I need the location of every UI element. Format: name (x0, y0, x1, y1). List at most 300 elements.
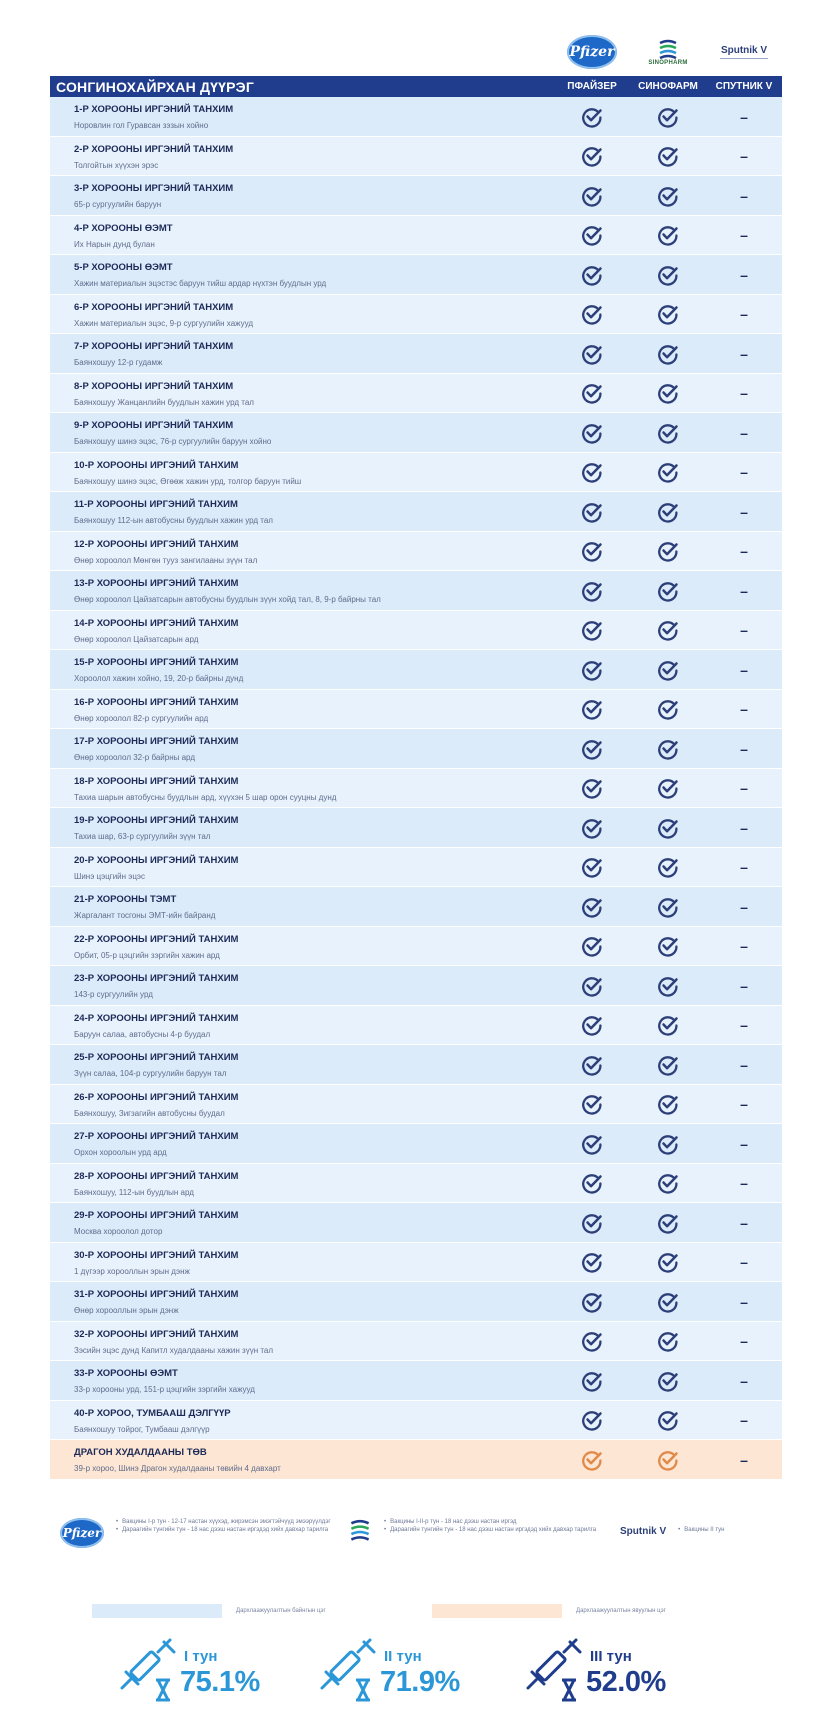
site-name: 22-Р ХОРООНЫ ИРГЭНИЙ ТАНХИМ (74, 933, 239, 945)
check-circle-icon (657, 422, 679, 444)
table-row (50, 97, 782, 137)
site-name: 24-Р ХОРООНЫ ИРГЭНИЙ ТАНХИМ (74, 1012, 239, 1024)
legend-note: • Вакцины I-р тун - 12-17 настан хүүхэд, жирэмсэн эмэгтэйчүүд эмээрүүлдэг (116, 1518, 331, 1526)
sputnik-availability (706, 1401, 782, 1440)
sinopharm-availability (630, 1361, 706, 1400)
dash-icon: – (740, 1372, 748, 1389)
check-circle-icon (657, 224, 679, 246)
sinopharm-availability (630, 1282, 706, 1321)
site-address: Тахиа шар, 63-р сургуулийн зүүн тал (74, 832, 211, 841)
sputnik-availability (706, 729, 782, 768)
check-circle-icon (657, 619, 679, 641)
check-circle-icon (657, 382, 679, 404)
site-name: 6-Р ХОРООНЫ ИРГЭНИЙ ТАНХИМ (74, 301, 234, 313)
dash-icon: – (740, 701, 748, 717)
dash-icon: – (740, 1333, 748, 1349)
table-row (50, 1124, 782, 1164)
dose-label: III тун (590, 1648, 632, 1665)
site-address: Орхон хороолын урд ард (74, 1148, 167, 1157)
table-row (50, 650, 782, 690)
check-circle-icon (581, 580, 603, 602)
site-name: 40-Р ХОРОО, ТУМБААШ ДЭЛГҮҮР (74, 1407, 231, 1419)
pfizer-availability (554, 97, 630, 136)
table-row (50, 1085, 782, 1125)
dash-icon: – (740, 345, 748, 362)
site-name: 17-Р ХОРООНЫ ИРГЭНИЙ ТАНХИМ (74, 736, 239, 747)
check-circle-icon (581, 1251, 603, 1273)
pfizer-availability (554, 255, 630, 294)
check-circle-icon (657, 1172, 679, 1194)
legend-note: • Вакцины I-II-р тун - 18 нас дээш настан иргэд (384, 1518, 596, 1526)
key-swatch-orange (432, 1604, 562, 1618)
dose-label: II тун (384, 1648, 422, 1665)
site-address: 65-р сургуулийн баруун (74, 200, 162, 209)
dose-percent: 52.0% (586, 1666, 666, 1698)
sinopharm-availability (630, 729, 706, 768)
key-mobile-site (432, 1603, 666, 1619)
legend-sputnik-logo: Sputnik V (620, 1526, 667, 1537)
table-row (50, 492, 782, 532)
dash-icon: – (740, 503, 748, 520)
pfizer-availability (554, 1361, 630, 1400)
key-swatch-blue (92, 1604, 222, 1618)
site-name: 8-Р ХОРООНЫ ИРГЭНИЙ ТАНХИМ (74, 380, 234, 392)
sputnik-availability (706, 1045, 782, 1084)
pfizer-availability (554, 729, 630, 768)
check-circle-icon (657, 1093, 679, 1115)
site-name: 10-Р ХОРООНЫ ИРГЭНИЙ ТАНХИМ (74, 459, 239, 471)
dash-icon: – (740, 859, 748, 875)
dash-icon: – (740, 977, 748, 994)
site-name: 18-Р ХОРООНЫ ИРГЭНИЙ ТАНХИМ (74, 775, 239, 787)
pfizer-availability (554, 1164, 630, 1203)
table-row (50, 176, 782, 216)
site-address: Жаргалант тосгоны ЭМТ-ийн байранд (74, 911, 216, 920)
sinopharm-logo (630, 30, 706, 74)
check-circle-icon (657, 1370, 679, 1392)
dash-icon: – (740, 266, 748, 283)
site-address: Өнөр хороолол 32-р байрны ард (74, 753, 195, 762)
sinopharm-availability (630, 611, 706, 650)
check-circle-icon (581, 422, 603, 444)
sinopharm-availability (630, 690, 706, 729)
sinopharm-availability (630, 650, 706, 689)
sputnik-availability (706, 887, 782, 926)
check-circle-icon (657, 1133, 679, 1155)
pfizer-availability (554, 492, 630, 531)
check-circle-icon (657, 185, 679, 207)
table-row (50, 1203, 782, 1243)
sinopharm-availability (630, 1203, 706, 1242)
dash-icon: – (740, 1451, 748, 1468)
table-row (50, 1282, 782, 1322)
dash-icon: – (740, 1175, 748, 1191)
sputnik-logo-underline (720, 58, 768, 59)
sputnik-availability (706, 650, 782, 689)
table-row (50, 927, 782, 967)
check-circle-icon (657, 145, 679, 167)
check-circle-icon (657, 343, 679, 365)
check-circle-icon (581, 1133, 603, 1155)
check-circle-icon (581, 1212, 603, 1234)
site-address: Хажин материалын эцэс, 9-р сургуулийн хажууд (74, 318, 253, 328)
brand-logos (554, 30, 782, 74)
pfizer-availability (554, 413, 630, 452)
dash-icon: – (740, 622, 748, 638)
sinopharm-availability (630, 176, 706, 215)
sputnik-availability (706, 97, 782, 136)
check-circle-icon (581, 698, 603, 720)
site-name: 23-Р ХОРООНЫ ИРГЭНИЙ ТАНХИМ (74, 973, 239, 984)
site-name: 16-Р ХОРООНЫ ИРГЭНИЙ ТАНХИМ (74, 696, 239, 708)
dash-icon: – (740, 385, 748, 401)
pfizer-availability (554, 966, 630, 1005)
check-circle-icon (657, 461, 679, 483)
dash-icon: – (740, 464, 748, 480)
table-row (50, 887, 782, 927)
check-circle-icon (581, 145, 603, 167)
dose-label: I тун (184, 1648, 218, 1665)
table-row (50, 1006, 782, 1046)
legend-pfizer-logo: Pfizer (60, 1518, 104, 1548)
site-address: Өнөр хорооллын эрын дэнж (74, 1306, 179, 1315)
table-row (50, 1322, 782, 1362)
check-circle-icon (581, 777, 603, 799)
pfizer-availability (554, 571, 630, 610)
pfizer-availability (554, 1203, 630, 1242)
sinopharm-availability (630, 532, 706, 571)
table-row (50, 1164, 782, 1204)
check-circle-icon (657, 1054, 679, 1076)
sputnik-availability (706, 1322, 782, 1361)
sinopharm-availability (630, 1085, 706, 1124)
dash-icon: – (740, 306, 748, 322)
pfizer-availability (554, 927, 630, 966)
site-name: 21-Р ХОРООНЫ ТЭМТ (74, 894, 177, 905)
site-address: Хажин материалын эцэстэс баруун тийш ардар нүхтэн буудлын урд (74, 279, 327, 288)
table-row (50, 137, 782, 177)
pfizer-logo (554, 30, 630, 74)
sinopharm-logo-icon (657, 38, 679, 60)
table-row (50, 413, 782, 453)
vaccination-site-table (50, 97, 782, 1480)
dash-icon: – (740, 1293, 748, 1310)
check-circle-icon (581, 1330, 603, 1352)
site-address: Өнөр хороолол Мөнгөн тууз зангилааны зүүн тал (74, 555, 258, 565)
site-address: Баянхошуу, Зигзагийн автобусны буудал (74, 1108, 225, 1118)
sinopharm-availability (630, 413, 706, 452)
table-row (50, 255, 782, 295)
site-address: Их Нарын дунд булан (74, 239, 155, 249)
dash-icon: – (740, 1412, 748, 1428)
sputnik-availability (706, 492, 782, 531)
check-circle-icon (581, 382, 603, 404)
sinopharm-availability (630, 1322, 706, 1361)
dash-icon: – (740, 1254, 748, 1270)
check-circle-icon (581, 1449, 603, 1471)
sputnik-availability (706, 295, 782, 334)
pfizer-availability (554, 1085, 630, 1124)
site-address: 39-р хороо, Шинэ Драгон худалдааны төвийн 4 давхарт (74, 1464, 281, 1473)
sputnik-availability (706, 413, 782, 452)
site-address: Москва хороолол дотор (74, 1227, 163, 1236)
dash-icon: – (740, 780, 748, 796)
legend-sinopharm (348, 1518, 596, 1546)
check-circle-icon (657, 698, 679, 720)
legend-note: • Дараагийн тунгийн тун - 18 нас дээш настан иргэдэд хийх давхар тарилга (384, 1526, 596, 1534)
legend-pfizer-notes (116, 1518, 331, 1534)
dash-icon: – (740, 227, 748, 243)
hourglass-icon (354, 1678, 372, 1702)
dash-icon: – (740, 108, 748, 125)
legend-pfizer (60, 1518, 331, 1548)
sputnik-availability (706, 1006, 782, 1045)
sputnik-availability (706, 611, 782, 650)
sinopharm-availability (630, 966, 706, 1005)
table-row (50, 1243, 782, 1283)
site-name: 20-Р ХОРООНЫ ИРГЭНИЙ ТАНХИМ (74, 854, 239, 866)
sputnik-logo-text: Sputnik V (720, 45, 768, 56)
pfizer-availability (554, 1282, 630, 1321)
site-address: Норовлин гол Гуравсан зэзын хойно (74, 121, 209, 130)
site-address: Баянхошуу шинэ эцэс, 76-р сургуулийн баруун хойно (74, 437, 272, 446)
dash-icon: – (740, 1017, 748, 1033)
table-row (50, 453, 782, 493)
sputnik-availability (706, 137, 782, 176)
pfizer-availability (554, 650, 630, 689)
check-circle-icon (581, 896, 603, 918)
sputnik-availability (706, 216, 782, 255)
sputnik-availability (706, 532, 782, 571)
legend-sputnik-notes (678, 1526, 724, 1534)
site-address: Өнөр хороолол 82-р сургуулийн ард (74, 713, 209, 723)
pfizer-availability (554, 295, 630, 334)
site-name: 26-Р ХОРООНЫ ИРГЭНИЙ ТАНХИМ (74, 1091, 239, 1103)
key-label: Дархлаажуулалтын явуулын цэг (576, 1608, 666, 1614)
check-circle-icon (657, 856, 679, 878)
check-circle-icon (657, 935, 679, 957)
dose-percent: 71.9% (380, 1666, 460, 1698)
check-circle-icon (657, 264, 679, 286)
pfizer-availability (554, 374, 630, 413)
pfizer-availability (554, 137, 630, 176)
sinopharm-availability (630, 255, 706, 294)
pfizer-availability (554, 453, 630, 492)
check-circle-icon (581, 343, 603, 365)
sputnik-availability (706, 1243, 782, 1282)
sinopharm-availability (630, 1164, 706, 1203)
sputnik-availability (706, 808, 782, 847)
check-circle-icon (657, 501, 679, 523)
sputnik-logo (706, 30, 782, 74)
check-circle-icon (657, 1014, 679, 1036)
table-row (50, 769, 782, 809)
sputnik-availability (706, 1164, 782, 1203)
check-circle-icon (581, 1370, 603, 1392)
pfizer-availability (554, 611, 630, 650)
sputnik-availability (706, 176, 782, 215)
site-name: 1-Р ХОРООНЫ ИРГЭНИЙ ТАНХИМ (74, 104, 234, 115)
check-circle-icon (581, 461, 603, 483)
check-circle-icon (657, 540, 679, 562)
table-header (50, 76, 782, 97)
col-header-sputnik: СПУТНИК V (715, 81, 773, 92)
dash-icon: – (740, 148, 748, 164)
col-header-pfizer: ПФАЙЗЕР (567, 81, 617, 92)
sinopharm-availability (630, 295, 706, 334)
sinopharm-availability (630, 492, 706, 531)
site-address: Баруун салаа, автобусны 4-р буудал (74, 1029, 211, 1039)
sinopharm-availability (630, 769, 706, 808)
key-permanent-site (92, 1603, 326, 1619)
sinopharm-availability (630, 374, 706, 413)
check-circle-icon (581, 1054, 603, 1076)
check-circle-icon (657, 659, 679, 681)
sinopharm-availability (630, 1124, 706, 1163)
check-circle-icon (657, 896, 679, 918)
dose-percent: 75.1% (180, 1666, 260, 1698)
dash-icon: – (740, 1135, 748, 1152)
sputnik-availability (706, 848, 782, 887)
sputnik-availability (706, 571, 782, 610)
col-header-sinopharm: СИНОФАРМ (638, 81, 698, 92)
check-circle-icon (657, 1251, 679, 1273)
table-row (50, 334, 782, 374)
site-address: Баянхошуу Жанцанлийн буудлын хажин урд тал (74, 397, 254, 407)
sinopharm-logo-text: SINOPHARM (648, 60, 688, 66)
site-address: 33-р хорооны урд, 151-р цэцгийн зэргийн хажууд (74, 1385, 255, 1394)
check-circle-icon (657, 106, 679, 128)
sputnik-availability (706, 927, 782, 966)
legend-sinopharm-notes (384, 1518, 596, 1534)
hourglass-icon (154, 1678, 172, 1702)
site-name: 9-Р ХОРООНЫ ИРГЭНИЙ ТАНХИМ (74, 420, 234, 431)
pfizer-availability (554, 1440, 630, 1479)
legend-sinopharm-logo-icon (348, 1518, 372, 1546)
pfizer-availability (554, 808, 630, 847)
check-circle-icon (581, 501, 603, 523)
table-row (50, 1361, 782, 1401)
sputnik-availability (706, 334, 782, 373)
pfizer-availability (554, 1243, 630, 1282)
sinopharm-availability (630, 1045, 706, 1084)
sputnik-availability (706, 453, 782, 492)
site-name: 5-Р ХОРООНЫ ӨЭМТ (74, 262, 173, 273)
sinopharm-availability (630, 1243, 706, 1282)
sinopharm-availability (630, 808, 706, 847)
table-row (50, 848, 782, 888)
site-address: Баянхошуу тойрог, Тумбааш дэлгүүр (74, 1424, 210, 1434)
dash-icon: – (740, 187, 748, 204)
site-name: 33-Р ХОРООНЫ ӨЭМТ (74, 1368, 178, 1379)
check-circle-icon (657, 303, 679, 325)
pfizer-availability (554, 1124, 630, 1163)
check-circle-icon (581, 975, 603, 997)
sputnik-availability (706, 1124, 782, 1163)
sputnik-availability (706, 1361, 782, 1400)
check-circle-icon (657, 1291, 679, 1313)
site-name: 29-Р ХОРООНЫ ИРГЭНИЙ ТАНХИМ (74, 1210, 239, 1221)
check-circle-icon (581, 1093, 603, 1115)
table-row (50, 1440, 782, 1480)
sputnik-availability (706, 1203, 782, 1242)
site-address: 1 дүгээр хорооллын эрын дэнж (74, 1266, 190, 1276)
check-circle-icon (581, 1291, 603, 1313)
dose-coverage-stats (0, 1630, 825, 1710)
table-row (50, 690, 782, 730)
site-name: 4-Р ХОРООНЫ ӨЭМТ (74, 222, 173, 234)
table-row (50, 532, 782, 572)
legend-note: • Вакцины II тун (678, 1526, 724, 1534)
sinopharm-availability (630, 1006, 706, 1045)
site-name: 13-Р ХОРООНЫ ИРГЭНИЙ ТАНХИМ (74, 578, 239, 589)
dash-icon: – (740, 938, 748, 954)
pfizer-availability (554, 1006, 630, 1045)
check-circle-icon (581, 224, 603, 246)
sputnik-availability (706, 374, 782, 413)
pfizer-availability (554, 334, 630, 373)
pfizer-availability (554, 848, 630, 887)
dash-icon: – (740, 424, 748, 441)
pfizer-availability (554, 532, 630, 571)
sinopharm-availability (630, 216, 706, 255)
site-address: Баянхошуу 12-р гудамж (74, 358, 163, 367)
check-circle-icon (581, 540, 603, 562)
site-address: Толгойтын хүүхэн эрэс (74, 160, 159, 170)
sinopharm-availability (630, 1440, 706, 1479)
legend-sputnik (620, 1518, 724, 1537)
table-row (50, 611, 782, 651)
vaccine-legend (60, 1518, 770, 1568)
site-address: Хороолол хажин хойно, 19, 20-р байрны дунд (74, 674, 244, 683)
site-address: Баянхошуу 112-ын автобусны буудлын хажин урд тал (74, 516, 273, 525)
site-name: 25-Р ХОРООНЫ ИРГЭНИЙ ТАНХИМ (74, 1052, 239, 1063)
sputnik-availability (706, 769, 782, 808)
pfizer-availability (554, 216, 630, 255)
check-circle-icon (581, 106, 603, 128)
check-circle-icon (657, 1449, 679, 1471)
check-circle-icon (581, 1014, 603, 1036)
check-circle-icon (581, 264, 603, 286)
table-row (50, 966, 782, 1006)
sinopharm-availability (630, 848, 706, 887)
table-row (50, 216, 782, 256)
key-label: Дархлаажуулалтын байнгын цэг (236, 1608, 326, 1614)
table-row (50, 374, 782, 414)
site-name: 30-Р ХОРООНЫ ИРГЭНИЙ ТАНХИМ (74, 1249, 239, 1261)
sinopharm-availability (630, 1401, 706, 1440)
pfizer-logo-mark: Pfizer (567, 35, 617, 69)
dash-icon: – (740, 740, 748, 757)
site-name: 31-Р ХОРООНЫ ИРГЭНИЙ ТАНХИМ (74, 1289, 239, 1300)
sinopharm-availability (630, 887, 706, 926)
site-name: ДРАГОН ХУДАЛДААНЫ ТӨВ (74, 1447, 207, 1458)
check-circle-icon (581, 935, 603, 957)
site-address: Баянхошуу, 112-ын буудлын ард (74, 1187, 194, 1197)
dash-icon: – (740, 1096, 748, 1112)
dash-icon: – (740, 898, 748, 915)
table-row (50, 295, 782, 335)
sinopharm-availability (630, 97, 706, 136)
sinopharm-availability (630, 334, 706, 373)
sinopharm-availability (630, 453, 706, 492)
site-address: Өнөр хороолол Цайзатсарын ард (74, 634, 199, 644)
hourglass-icon (560, 1678, 578, 1702)
check-circle-icon (657, 817, 679, 839)
check-circle-icon (581, 1409, 603, 1431)
table-row (50, 571, 782, 611)
dash-icon: – (740, 582, 748, 599)
